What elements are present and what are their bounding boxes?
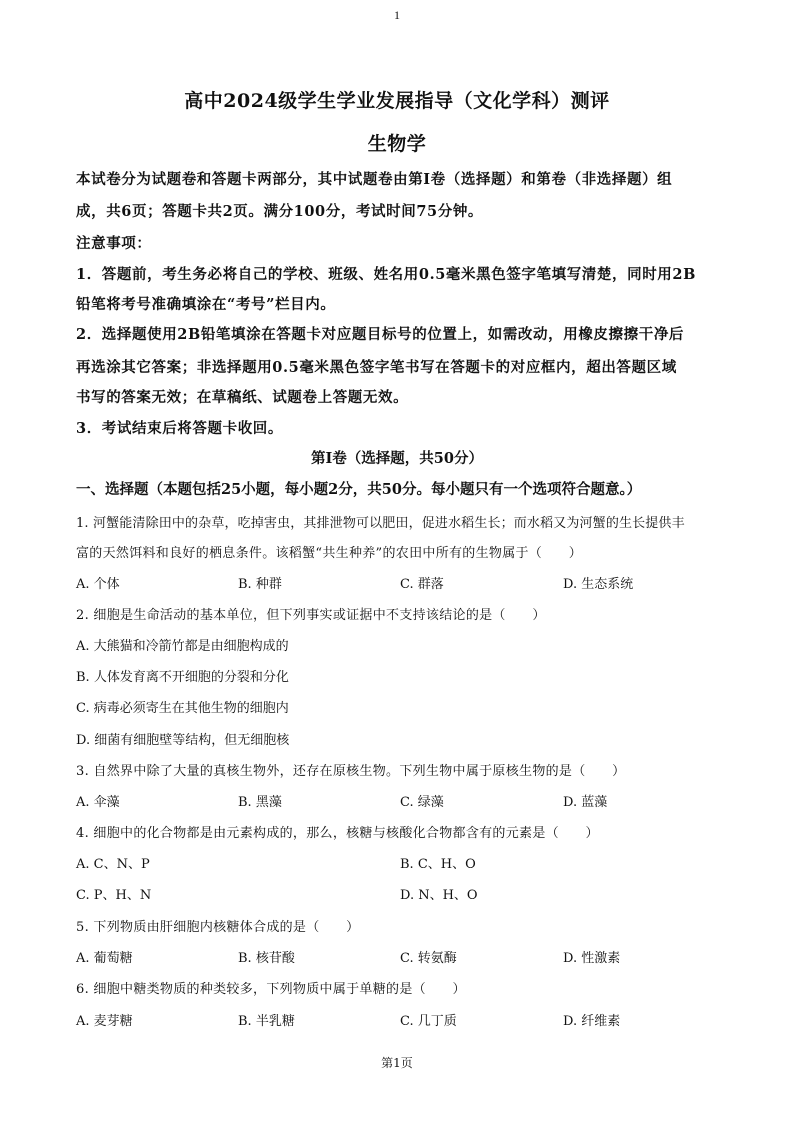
option-d: D. 蓝藻 <box>563 795 608 810</box>
notice-line: 书写的答案无效；在草稿纸、试题卷上答题无效。 <box>76 389 409 406</box>
option-a: A. 伞藻 <box>76 795 120 810</box>
notice-line: 铅笔将考号准确填涂在“考号”栏目内。 <box>76 296 336 313</box>
notice-line: 1．答题前，考生务必将自己的学校、班级、姓名用0.5毫米黑色签字笔填写清楚，同时用2B <box>76 266 696 283</box>
option-b: B. 核苷酸 <box>238 951 295 966</box>
question-stem: 2. 细胞是生命活动的基本单位，但下列事实或证据中不支持该结论的是（ ） <box>76 608 546 623</box>
question-stem: 1. 河蟹能清除田中的杂草，吃掉害虫，其排泄物可以肥田，促进水稻生长；而水稻又为河蟹的生长提供丰 <box>76 516 685 531</box>
notice-line: 再选涂其它答案；非选择题用0.5毫米黑色签字笔书写在答题卡的对应框内，超出答题区域 <box>76 359 677 376</box>
question-stem: 4. 细胞中的化合物都是由元素构成的，那么，核糖与核酸化合物都含有的元素是（ ） <box>76 826 599 841</box>
notice-line: 2．选择题使用2B铅笔填涂在答题卡对应题目标号的位置上，如需改动，用橡皮擦擦干净后 <box>76 326 685 343</box>
option-a: A. C、N、P <box>76 857 150 872</box>
option-b: B. 人体发育离不开细胞的分裂和分化 <box>76 670 289 685</box>
notice-line: 3．考试结束后将答题卡收回。 <box>76 420 283 437</box>
option-c: C. 绿藻 <box>400 795 444 810</box>
intro-line: 本试卷分为试题卷和答题卡两部分，其中试题卷由第I卷（选择题）和第卷（非选择题）组 <box>76 171 673 188</box>
exam-title: 高中2024级学生学业发展指导（文化学科）测评 <box>184 90 610 112</box>
subject-title: 生物学 <box>367 133 427 155</box>
question-stem: 富的天然饵料和良好的栖息条件。该稻蟹“共生种养”的农田中所有的生物属于（ ） <box>76 546 582 561</box>
option-b: B. 半乳糖 <box>238 1014 295 1029</box>
option-c: C. 病毒必须寄生在其他生物的细胞内 <box>76 701 289 716</box>
part-heading: 一、选择题（本题包括25小题，每小题2分，共50分。每小题只有一个选项符合题意。） <box>76 481 642 498</box>
option-c: C. 群落 <box>400 577 444 592</box>
option-d: D. 生态系统 <box>563 577 634 592</box>
option-a: A. 大熊猫和冷箭竹都是由细胞构成的 <box>76 639 289 654</box>
option-d: D. N、H、O <box>400 888 478 903</box>
option-a: A. 个体 <box>76 577 120 592</box>
top-page-number: 1 <box>394 8 400 22</box>
option-b: B. 种群 <box>238 577 282 592</box>
option-c: C. 几丁质 <box>400 1014 457 1029</box>
option-d: D. 细菌有细胞壁等结构，但无细胞核 <box>76 733 290 748</box>
notice-title: 注意事项： <box>76 235 152 252</box>
option-b: B. 黑藻 <box>238 795 282 810</box>
question-stem: 6. 细胞中糖类物质的种类较多，下列物质中属于单糖的是（ ） <box>76 982 466 997</box>
option-b: B. C、H、O <box>400 857 476 872</box>
option-c: C. 转氨酶 <box>400 951 457 966</box>
page-footer: 第1页 <box>381 1056 413 1070</box>
option-a: A. 葡萄糖 <box>76 951 133 966</box>
question-stem: 5. 下列物质由肝细胞内核糖体合成的是（ ） <box>76 920 360 935</box>
option-d: D. 性激素 <box>563 951 621 966</box>
question-stem: 3. 自然界中除了大量的真核生物外，还存在原核生物。下列生物中属于原核生物的是（ ） <box>76 764 626 779</box>
option-a: A. 麦芽糖 <box>76 1014 133 1029</box>
option-c: C. P、H、N <box>76 888 152 903</box>
option-d: D. 纤维素 <box>563 1014 621 1029</box>
section-title: 第I卷（选择题，共50分） <box>311 450 483 467</box>
intro-line: 成，共6页；答题卡共2页。满分100分，考试时间75分钟。 <box>76 203 484 220</box>
